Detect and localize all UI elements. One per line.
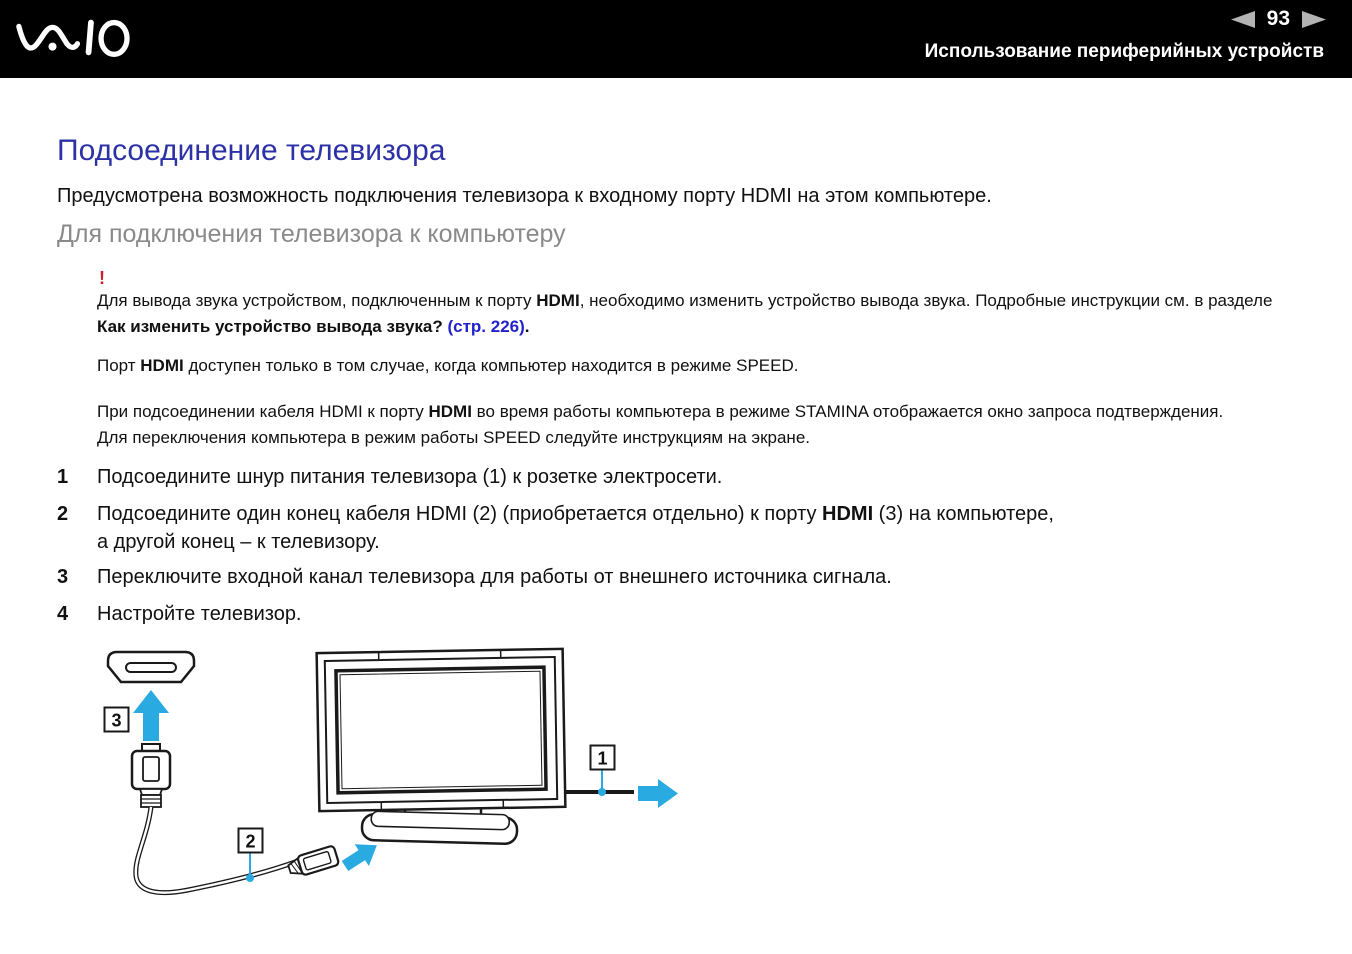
hdmi-port-icon xyxy=(108,652,194,682)
step-text: Переключите входной канал телевизора для работы от внешнего источника сигнала. xyxy=(97,566,892,588)
svg-text:3: 3 xyxy=(111,710,122,731)
page-title: Подсоединение телевизора xyxy=(57,134,446,167)
header-bar xyxy=(0,0,1352,78)
note-paragraph: Порт HDMI доступен только в том случае, когда компьютер находится в режиме SPEED. xyxy=(97,356,799,375)
hdmi-connector xyxy=(132,744,170,807)
hdmi-cable-end-connector xyxy=(287,845,340,878)
warning-icon: ! xyxy=(99,268,105,288)
note-paragraph: При подсоединении кабеля HDMI к порту HDMI во время работы компьютера в режиме STAMINA отображается окно запроса подтверждения. Для переключения компьютера в режим работы SPEED следуйте инструкциям на экране. xyxy=(97,402,1224,447)
step-item xyxy=(57,600,302,628)
hdmi-cable xyxy=(136,807,298,893)
step-number: 1 xyxy=(57,466,69,488)
prev-page-icon[interactable] xyxy=(1231,11,1255,28)
step-number: 3 xyxy=(57,566,69,588)
tv-connection-diagram xyxy=(85,635,705,935)
page-navigation xyxy=(1231,7,1326,31)
callout-dot xyxy=(598,788,606,796)
page-number: 93 xyxy=(1266,7,1290,30)
intro-paragraph: Предусмотрена возможность подключения телевизора к входному порту HDMI на этом компьютере. xyxy=(57,185,992,207)
procedure-heading: Для подключения телевизора к компьютеру xyxy=(57,220,566,248)
vaio-logo-icon xyxy=(15,15,140,59)
step-item xyxy=(57,563,892,591)
callout-dot xyxy=(246,874,254,882)
step-item xyxy=(57,500,1054,556)
svg-text:1: 1 xyxy=(597,748,608,769)
step-number: 2 xyxy=(57,503,69,525)
arrow-up-icon xyxy=(133,690,169,741)
callout-2 xyxy=(239,829,263,853)
callout-3 xyxy=(105,708,129,732)
step-text: Настройте телевизор. xyxy=(97,603,302,625)
callout-1 xyxy=(591,746,615,770)
step-text: Подсоедините один конец кабеля HDMI (2) (приобретается отдельно) к порту HDMI (3) на компьютере, а другой конец – к телевизору. xyxy=(97,503,1054,553)
next-page-icon[interactable] xyxy=(1302,11,1326,28)
arrow-right-icon xyxy=(638,779,678,808)
step-number: 4 xyxy=(57,603,69,625)
section-title: Использование периферийных устройств xyxy=(924,41,1324,62)
tv-illustration xyxy=(317,649,566,844)
note-paragraph: Для вывода звука устройством, подключенным к порту HDMI, необходимо изменить устройство вывода звука. Подробные инструкции см. в разделе Как изменить устройство вывода звука? (стр. 226). xyxy=(97,291,1273,336)
svg-text:2: 2 xyxy=(245,831,256,852)
page-226-link[interactable]: (стр. 226) xyxy=(447,317,525,336)
step-text: Подсоедините шнур питания телевизора (1) к розетке электросети. xyxy=(97,466,723,488)
step-item xyxy=(57,463,722,491)
